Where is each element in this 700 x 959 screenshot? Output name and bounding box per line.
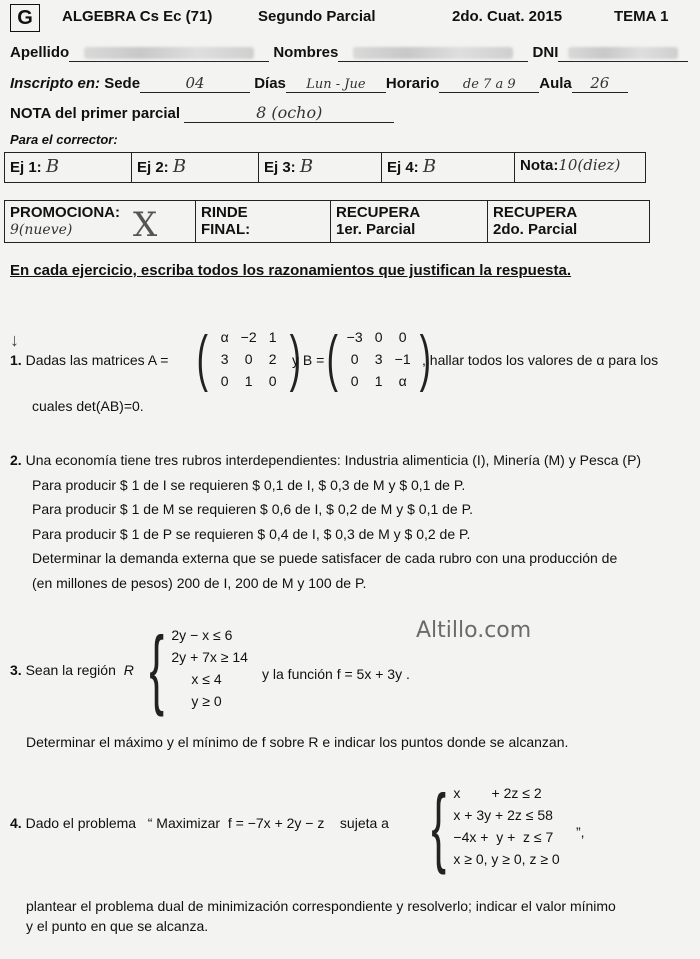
ex4-intro (10, 815, 389, 831)
ex3-question: Determinar el máximo y el mínimo de f sobre R e indicar los puntos donde se alcanzan. (26, 734, 569, 750)
nombres-field[interactable] (338, 44, 528, 62)
exam-title: Segundo Parcial (258, 8, 376, 25)
promociona-label: PROMOCIONA: (10, 204, 120, 221)
ex1-text-b: , hallar todos los valores de α para los (422, 352, 659, 368)
matrix-cell: 1 (374, 373, 383, 389)
recupera2-sub: 2do. Parcial (493, 221, 578, 238)
term-label: 2do. Cuat. 2015 (452, 8, 563, 25)
nota-grade: 10(diez) (558, 156, 621, 174)
matrix-cell: 0 (374, 329, 383, 345)
inscripto-label: Inscripto en: (10, 75, 101, 92)
recupera2-label: RECUPERA (493, 204, 578, 221)
nota-primer-label: NOTA del primer parcial (10, 105, 181, 122)
nota-row (10, 103, 394, 123)
constraint: −4x + y + z ≤ 7 (453, 829, 554, 845)
ex4-text: Dado el problema “ Maximizar f = −7x + 2y − z sujeta a (25, 815, 389, 831)
matrix-cell: 3 (374, 351, 383, 367)
ex2-line: (en millones de pesos) 200 de I, 200 de M y 100 de P. (32, 574, 367, 591)
nota-label: Nota: (520, 157, 559, 174)
matrix-cell: 2 (268, 351, 277, 367)
dni-field[interactable] (558, 44, 688, 62)
final-label: FINAL: (201, 221, 251, 238)
matrix-b: ( −3 0 0 0 3 −1 0 1 α ) (326, 324, 431, 393)
exercise-2 (10, 448, 700, 595)
recupera-1-cell[interactable] (331, 201, 488, 243)
matrix-a: ( α −2 1 3 0 2 0 1 0 ) (196, 324, 301, 393)
recupera-2-cell[interactable] (488, 201, 650, 243)
corrector-label: Para el corrector: (10, 132, 118, 147)
horario-field[interactable]: de 7 a 9 (439, 77, 539, 93)
ex4-question: plantear el problema dual de minimización correspondiente y resolverlo; indicar el valor mínimo (26, 898, 616, 914)
course-title: ALGEBRA Cs Ec (71) (62, 8, 213, 25)
dias-field[interactable]: Lun - Jue (286, 77, 386, 93)
watermark: Altillo.com (416, 618, 532, 643)
matrix-cell: 1 (244, 373, 253, 389)
constraint: x + 3y + 2z ≤ 58 (453, 807, 553, 823)
ej1-label: Ej 1: (10, 159, 42, 176)
ex2-line: Para producir $ 1 de P se requieren $ 0,4 de I, $ 0,3 de M y $ 0,2 de P. (32, 525, 471, 542)
ej4-label: Ej 4: (387, 159, 419, 176)
recupera1-sub: 1er. Parcial (336, 221, 416, 238)
matrix-cell: −3 (346, 329, 363, 345)
nota-primer-field[interactable]: 8 (ocho) (184, 103, 394, 123)
matrix-cell: 1 (268, 329, 277, 345)
ej2-grade: B (172, 156, 187, 177)
ej1-cell[interactable] (5, 153, 132, 183)
apellido-field[interactable] (69, 44, 269, 62)
constraint: x ≥ 0, y ≥ 0, z ≥ 0 (453, 851, 560, 867)
promociona-cell[interactable] (5, 201, 196, 243)
ex4-system: { x + 2z ≤ 2 x + 3y + 2z ≤ 58 −4x + y + z ≤ 7 x ≥ 0, y ≥ 0, z ≥ 0 (431, 776, 560, 875)
ex2-line: Para producir $ 1 de M se requieren $ 0,6 de I, $ 0,2 de M y $ 0,1 de P. (32, 501, 474, 517)
ex2-line: Determinar la demanda externa que se puede satisfacer de cada rubro con una producción de (32, 550, 618, 566)
corrector-table (4, 152, 646, 183)
matrix-cell: −2 (240, 329, 257, 345)
constraint: 2y − x ≤ 6 (171, 627, 233, 643)
inscripto-row (10, 74, 628, 93)
ej3-grade: B (299, 156, 314, 177)
ex4-question-end: y el punto en que se alcanza. (26, 918, 209, 934)
promociona-mark: X (133, 205, 158, 245)
matrix-cell: 0 (398, 329, 407, 345)
ex1-y: y B = (292, 352, 325, 368)
constraint: 2y + 7x ≥ 14 (171, 649, 248, 665)
ej3-label: Ej 3: (264, 159, 296, 176)
horario-label: Horario (385, 75, 440, 92)
aula-label: Aula (539, 75, 572, 92)
matrix-cell: −1 (394, 351, 411, 367)
matrix-cell: α (398, 373, 407, 389)
ex3-number: 3. (10, 662, 22, 678)
ex4-close: ”, (576, 824, 585, 840)
instructions: En cada ejercicio, escriba todos los razonamientos que justifican la respuesta. (10, 262, 572, 279)
promociona-grade: 9(nueve) (10, 222, 73, 238)
sede-label: Sede (104, 75, 141, 92)
constraint: x + 2z ≤ 2 (453, 785, 542, 801)
rinde-label: RINDE (201, 204, 248, 221)
ex3-text: Sean la región (25, 662, 116, 678)
nombres-label: Nombres (273, 44, 339, 61)
nota-cell[interactable] (515, 153, 646, 183)
matrix-cell: 0 (220, 373, 229, 389)
ex3-function: y la función f = 5x + 3y . (262, 666, 410, 682)
ex3-region: R (123, 662, 134, 678)
aula-field[interactable]: 26 (572, 74, 628, 93)
matrix-cell: 3 (220, 351, 229, 367)
arrow-icon: ↓ (10, 330, 19, 350)
constraint: x ≤ 4 (191, 671, 222, 687)
matrix-cell: α (220, 329, 229, 345)
ex4-number: 4. (10, 815, 22, 831)
dias-label: Días (254, 75, 286, 92)
ex1-number: 1. (10, 352, 22, 368)
ej3-cell[interactable] (259, 153, 382, 183)
apellido-label: Apellido (10, 44, 70, 61)
matrix-cell: 0 (350, 373, 359, 389)
ex3-system: { 2y − x ≤ 6 2y + 7x ≥ 14 x ≤ 4 y ≥ 0 (149, 618, 248, 717)
dni-label: DNI (532, 44, 559, 61)
matrix-cell: 0 (268, 373, 277, 389)
rinde-final-cell[interactable] (196, 201, 331, 243)
constraint: y ≥ 0 (191, 693, 222, 709)
ej2-cell[interactable] (132, 153, 259, 183)
ej2-label: Ej 2: (137, 159, 169, 176)
group-box: G (10, 4, 40, 32)
tema-label: TEMA 1 (614, 8, 669, 25)
matrix-cell: 0 (350, 351, 359, 367)
ej1-grade: B (45, 156, 60, 177)
ej4-grade: B (422, 156, 437, 177)
matrix-cell: 0 (244, 351, 253, 367)
status-table (4, 200, 650, 243)
recupera1-label: RECUPERA (336, 204, 421, 221)
ej4-cell[interactable] (382, 153, 515, 183)
sede-field[interactable]: 04 (140, 74, 250, 93)
ex3-intro (10, 662, 134, 678)
exercise-1 (10, 322, 700, 402)
apellido-row (10, 44, 688, 62)
ex1-text: Dadas las matrices A = (25, 352, 169, 368)
ex2-number: 2. (10, 452, 22, 468)
ex2-line: Para producir $ 1 de I se requieren $ 0,1 de I, $ 0,3 de M y $ 0,1 de P. (32, 476, 466, 493)
ex1-text-c: cuales det(AB)=0. (32, 398, 144, 414)
ex2-line: Una economía tiene tres rubros interdependientes: Industria alimenticia (I), Minería (M) y Pesca (P) (25, 452, 642, 468)
